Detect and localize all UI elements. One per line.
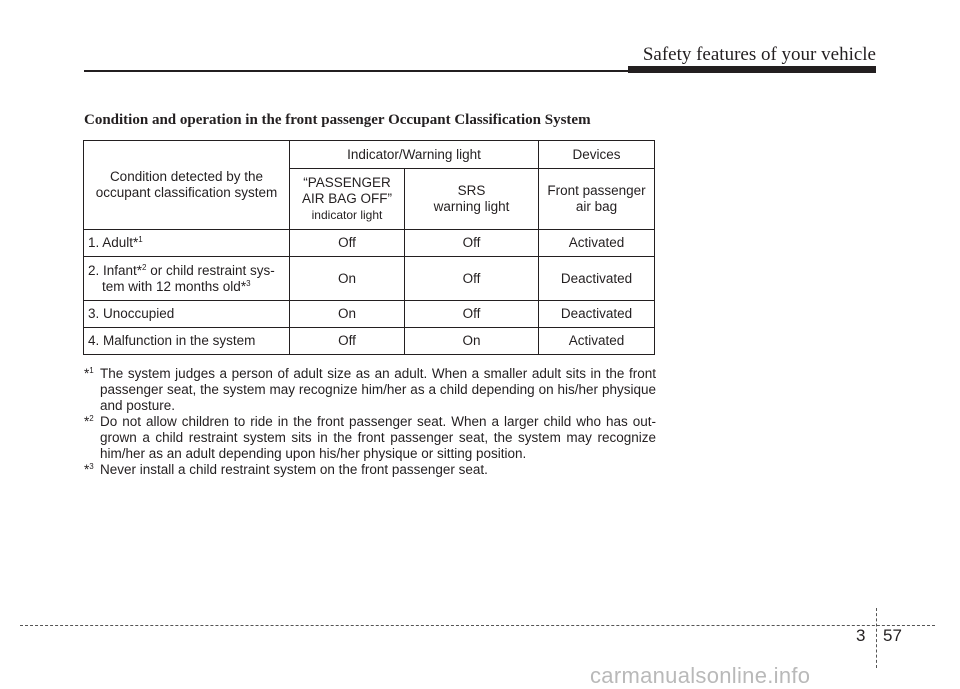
pab-off-line1: “PASSENGER (303, 175, 391, 190)
footnote-asterisk: * (84, 414, 90, 429)
condition-cell: 3. Unoccupied (84, 301, 290, 328)
srs-cell: Off (405, 257, 539, 301)
srs-cell: Off (405, 230, 539, 257)
pab-cell: Off (290, 328, 405, 355)
airbag-cell: Activated (539, 230, 655, 257)
footnote-text: Do not allow children to ride in the front passenger seat. When a larger child who has out-grown a child restraint system sits in the front passenger seat, the system may recognize him/her as an adult depending upon his/her physique or sitting position. (100, 414, 656, 461)
pab-off-line2: AIR BAG OFF” (301, 191, 392, 206)
srs-line1: SRS (457, 183, 486, 198)
footer-divider (20, 625, 935, 626)
pab-cell: On (290, 257, 405, 301)
footnote-text: The system judges a person of adult size as an adult. When a smaller adult sits in the front passenger seat, the system may recognize him/her as a child depending on his/her physique and posture. (100, 366, 656, 413)
condition-cell (84, 257, 290, 301)
condition-header-cell (84, 141, 290, 230)
header-title: Safety features of your vehicle (642, 44, 876, 65)
condition-header-line1: Condition detected by the (109, 169, 264, 184)
page-number-divider (876, 608, 877, 668)
footnote-2 (84, 414, 656, 462)
footnote-ref: 2 (142, 262, 147, 272)
footnote-number: 3 (89, 462, 94, 471)
table-row (84, 301, 655, 328)
footnote-mark (84, 462, 100, 478)
footnote-mark (84, 366, 100, 414)
airbag-line1: Front passenger (547, 183, 646, 198)
srs-cell: Off (405, 301, 539, 328)
srs-line2: warning light (433, 199, 510, 214)
footnote-asterisk: * (84, 366, 90, 381)
table-row (84, 328, 655, 355)
devices-header: Devices (539, 141, 655, 169)
table-row (84, 257, 655, 301)
condition-cell (84, 230, 290, 257)
condition-text: 2. Infant* (88, 262, 143, 278)
condition-text: or child restraint sys- (146, 262, 275, 278)
pab-cell: Off (290, 230, 405, 257)
occupant-classification-table (83, 140, 655, 355)
table-row (84, 230, 655, 257)
srs-cell: On (405, 328, 539, 355)
airbag-cell: Deactivated (539, 257, 655, 301)
footnote-asterisk: * (84, 462, 90, 477)
pab-cell: On (290, 301, 405, 328)
footnote-ref: 1 (138, 235, 143, 244)
airbag-line2: air bag (575, 199, 618, 214)
footnote-text: Never install a child restraint system on the front passenger seat. (100, 462, 488, 477)
footnote-number: 1 (89, 366, 94, 375)
chapter-number: 3 (856, 626, 866, 645)
footnote-ref: 3 (246, 278, 251, 288)
airbag-header (539, 169, 655, 230)
pab-off-header (290, 169, 405, 230)
footnote-3 (84, 462, 656, 478)
footnotes (84, 366, 656, 478)
watermark: carmanualsonline.info (590, 663, 811, 688)
footnote-number: 2 (89, 414, 94, 423)
condition-text: tem with 12 months old* (102, 278, 247, 294)
condition-text: 1. Adult* (88, 235, 139, 250)
condition-header-line2: occupant classification system (95, 185, 278, 200)
page-number: 57 (883, 626, 902, 645)
condition-cell: 4. Malfunction in the system (84, 328, 290, 355)
indicator-header: Indicator/Warning light (290, 141, 539, 169)
footnote-mark (84, 414, 100, 462)
airbag-cell: Deactivated (539, 301, 655, 328)
airbag-cell: Activated (539, 328, 655, 355)
srs-header (405, 169, 539, 230)
header-rule-accent (628, 66, 876, 73)
section-heading: Condition and operation in the front passenger Occupant Classification System (84, 112, 591, 128)
pab-off-line3: indicator light (311, 208, 383, 222)
footnote-1 (84, 366, 656, 414)
